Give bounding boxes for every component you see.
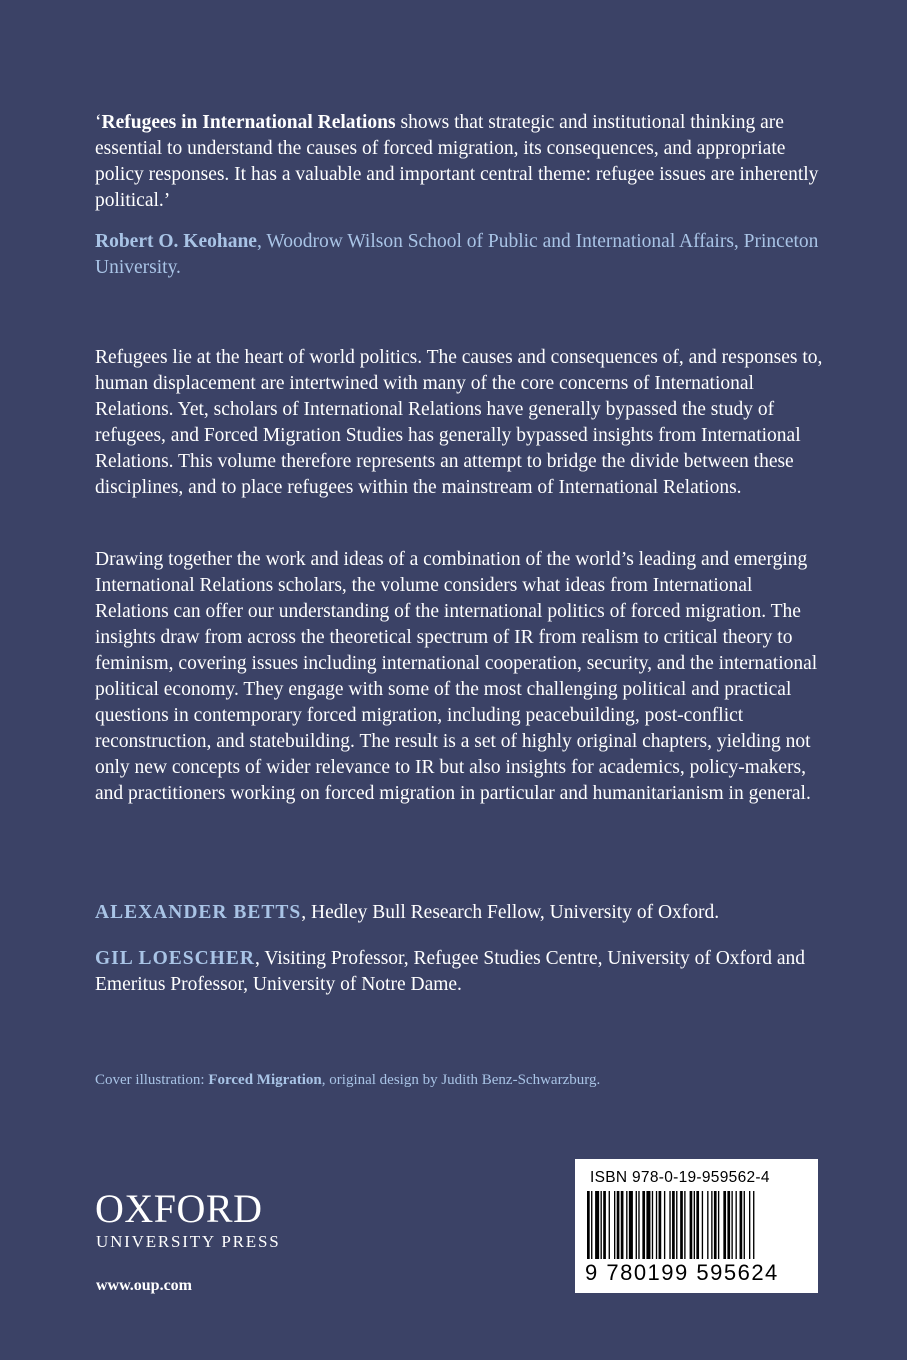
endorsement-quote xyxy=(95,110,835,214)
barcode-bar xyxy=(629,1191,633,1259)
barcode-bar xyxy=(656,1191,657,1259)
barcode-bar xyxy=(690,1191,693,1259)
barcode-bar xyxy=(714,1191,717,1259)
barcode-bar xyxy=(636,1191,637,1259)
barcode-bar xyxy=(707,1191,708,1259)
quote-text: shows that strategic and institutional thinking are essential to understand the causes of forced migration, its consequences, and appropriate policy responses. It has a valuable and important central theme: refugee issues are inherently political.’ xyxy=(95,112,819,211)
quote-open-mark: ‘ xyxy=(95,112,102,133)
barcode-bar xyxy=(587,1191,590,1259)
publisher-website: www.oup.com xyxy=(96,1277,193,1294)
barcode-bar xyxy=(684,1191,685,1259)
isbn-barcode-box xyxy=(575,1159,818,1293)
barcode-bar xyxy=(591,1191,592,1259)
barcode-bar xyxy=(702,1191,703,1259)
author-bio-loescher xyxy=(95,946,835,998)
barcode-bar xyxy=(659,1191,662,1259)
cover-illustration-credit xyxy=(95,1070,835,1090)
publisher-subtitle: UNIVERSITY PRESS xyxy=(96,1232,281,1251)
barcode-bar xyxy=(642,1191,645,1259)
cover-illustration-title: Forced Migration xyxy=(208,1072,322,1088)
barcode-bar xyxy=(696,1191,699,1259)
barcode-bar xyxy=(621,1191,624,1259)
barcode-bar xyxy=(638,1191,639,1259)
barcode-bar xyxy=(617,1191,620,1259)
endorsement-attribution xyxy=(95,229,835,281)
publisher-logo: OXFORD xyxy=(95,1186,263,1231)
barcode-bar xyxy=(669,1191,670,1259)
barcode-bar xyxy=(718,1191,719,1259)
barcode-bar xyxy=(727,1191,730,1259)
quote-book-title: Refugees in International Relations xyxy=(101,112,396,133)
barcode-bar xyxy=(680,1191,683,1259)
barcode-icon xyxy=(585,1191,809,1261)
barcode-bar xyxy=(740,1191,743,1259)
author-bio-betts xyxy=(95,900,835,926)
barcode-bar xyxy=(711,1191,712,1259)
barcode-bar xyxy=(749,1191,750,1259)
barcode-bar xyxy=(676,1191,677,1259)
barcode-bar xyxy=(664,1191,665,1259)
endorser-affiliation: , Woodrow Wilson School of Public and International Affairs, Princeton University. xyxy=(95,231,819,278)
barcode-number: 9 780199 595624 xyxy=(585,1260,779,1285)
barcode-bar xyxy=(723,1191,726,1259)
author-role: , Hedley Bull Research Fellow, University of Oxford. xyxy=(301,902,720,923)
barcode-bar xyxy=(744,1191,745,1259)
cover-credit-suffix: , original design by Judith Benz-Schwarzburg. xyxy=(321,1072,601,1088)
author-name: GIL LOESCHER xyxy=(95,948,255,969)
barcode-bar xyxy=(614,1191,615,1259)
barcode-bar xyxy=(694,1191,695,1259)
author-role: , Visiting Professor, Refugee Studies Centre, University of Oxford and Emeritus Professor, University of Notre Dame. xyxy=(95,948,806,995)
barcode-bar xyxy=(601,1191,602,1259)
isbn-label: ISBN 978-0-19-959562-4 xyxy=(590,1169,770,1186)
endorser-name: Robert O. Keohane xyxy=(95,231,257,252)
barcode-bar xyxy=(652,1191,653,1259)
barcode-bar xyxy=(609,1191,610,1259)
barcode-bar xyxy=(603,1191,606,1259)
barcode-bar xyxy=(731,1191,732,1259)
author-name: ALEXANDER BETTS xyxy=(95,902,302,923)
barcode-bar xyxy=(626,1191,627,1259)
barcode-bar xyxy=(753,1191,754,1259)
cover-credit-prefix: Cover illustration: xyxy=(95,1072,209,1088)
barcode-bar xyxy=(646,1191,650,1259)
barcode-bar xyxy=(595,1191,599,1259)
description-paragraph-2: Drawing together the work and ideas of a combination of the world’s leading and emerging International Relations scholars, the volume considers what ideas from International Relations can offer our understanding of the international politics of forced migration. The insights draw from across the theoretical spectrum of IR from realism to critical theory to feminism, covering issues including international cooperation, security, and the international political economy. They engage with some of the most challenging political and practical questions in contemporary forced migration, including peacebuilding, post-conflict reconstruction, and statebuilding. The result is a set of highly original chapters, yielding not only new concepts of wider relevance to IR but also insights for academics, policy-makers, and practitioners working on forced migration in particular and humanitarianism in general. xyxy=(95,549,818,804)
barcode-bar xyxy=(672,1191,675,1259)
barcode-bar xyxy=(736,1191,737,1259)
description-paragraph-1: Refugees lie at the heart of world politics. The causes and consequences of, and responses to, human displacement are intertwined with many of the core concerns of International Relations. Yet, scholars of International Relations have generally bypassed the study of refugees, and Forced Migration Studies has generally bypassed insights from International Relations. This volume therefore represents an attempt to bridge the divide between these disciplines, and to place refugees within the mainstream of International Relations. xyxy=(95,347,823,498)
